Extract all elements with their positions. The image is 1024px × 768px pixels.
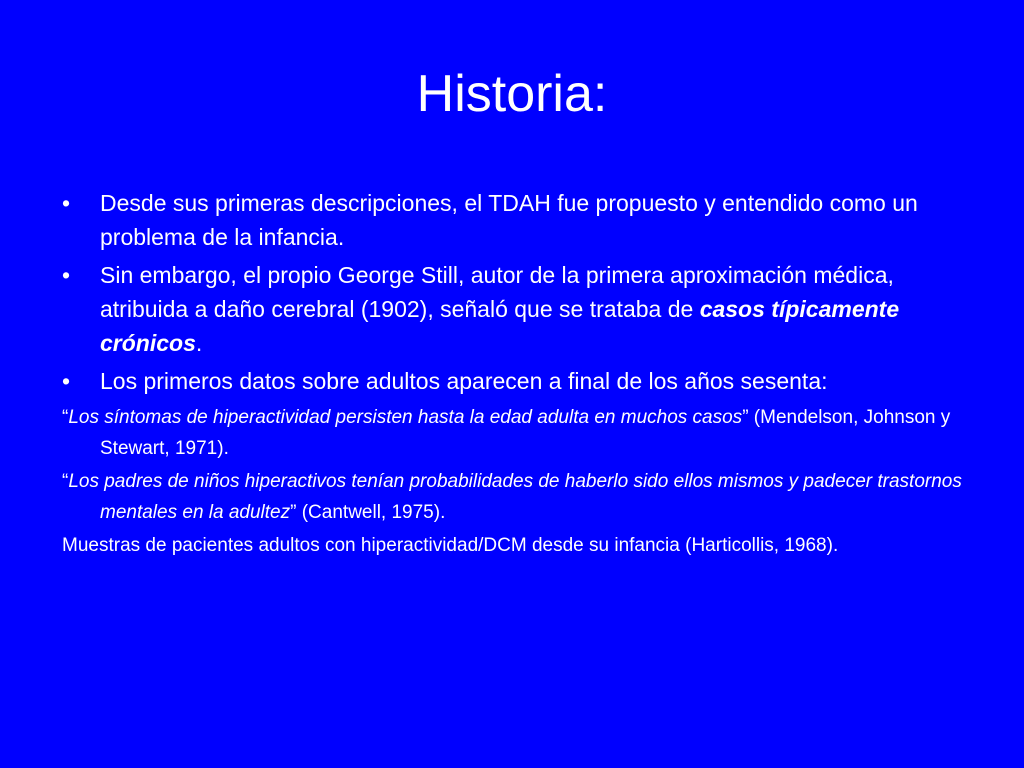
bullet-marker: • (62, 190, 71, 216)
quote-citation: ” (Mendelson, Johnson y Stewart, 1971). (100, 407, 951, 459)
quote-citation: ” (Cantwell, 1975). (290, 502, 446, 523)
bullet-emphasis: casos típicamente crónicos (100, 296, 900, 356)
quote-paragraph (62, 466, 962, 528)
bullet-text: Desde sus primeras descripciones, el TDAH fue propuesto y entendido como un problema de la infancia. (100, 190, 918, 250)
bullet-item (62, 258, 962, 360)
quote-text: Los padres de niños hiperactivos tenían probabilidades de haberlo sido ellos mismos y padecer trastornos mentales en la adultez (68, 471, 962, 523)
bullet-item (62, 364, 962, 398)
slide-title: Historia: (416, 65, 608, 123)
slide-body (62, 186, 962, 563)
bullet-text-end: . (195, 330, 203, 356)
bullet-text: Sin embargo, el propio George Still, autor de la primera aproximación médica, atribuida a daño cerebral (1902), señaló que se trataba de (100, 262, 894, 322)
bullet-marker: • (62, 368, 71, 394)
bullet-item (62, 186, 962, 254)
quote-open-mark: “ (62, 407, 69, 428)
quote-text: Los síntomas de hiperactividad persisten hasta la edad adulta en muchos casos (68, 407, 743, 428)
final-paragraph: Muestras de pacientes adultos con hiperactividad/DCM desde su infancia (Harticollis, 1968). (62, 535, 839, 556)
bullet-marker: • (62, 262, 71, 288)
quote-open-mark: “ (62, 471, 69, 492)
bullet-text: Los primeros datos sobre adultos aparecen a final de los años sesenta: (100, 368, 828, 394)
quote-paragraph (62, 402, 962, 464)
